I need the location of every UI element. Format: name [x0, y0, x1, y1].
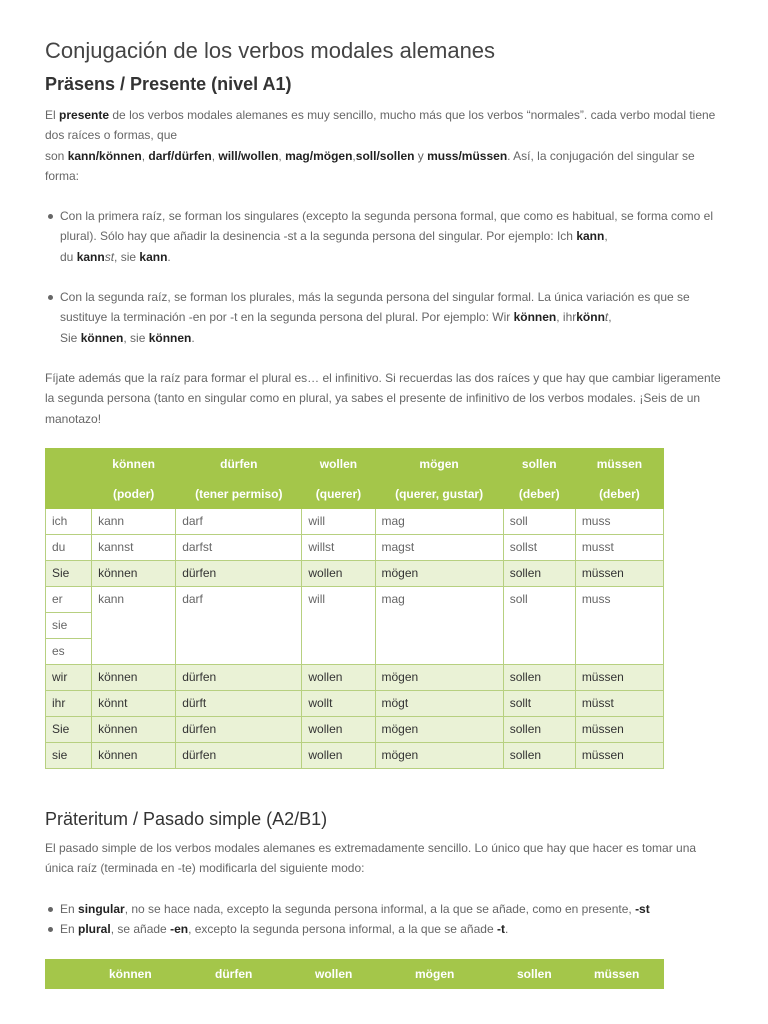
table-cell: wir: [46, 665, 92, 691]
table-cell: magst: [375, 535, 503, 561]
table-header-row-verbs: [46, 449, 664, 479]
table-row: [46, 561, 664, 587]
table-cell: wollen: [302, 743, 375, 769]
table-cell: kann: [92, 509, 176, 535]
table-cell: dürfen: [176, 743, 302, 769]
table-row: [46, 587, 664, 613]
list-item: Con la segunda raíz, se forman los plurales, más la segunda persona del singular formal. La única variación es que se sustituye la terminación -en por -t en la segunda persona del plural. Por ejemplo: Wir können, ihrkönnt, Sie können, sie können.: [45, 287, 723, 348]
list-item: En plural, se añade -en, excepto la segunda persona informal, a la que se añade -t.: [45, 919, 723, 939]
table-cell: mögen: [375, 717, 503, 743]
table-header-cell: dürfen: [215, 967, 253, 981]
table-header-cell: können: [92, 449, 176, 479]
table-cell: sollen: [503, 665, 575, 691]
table-cell: ich: [46, 509, 92, 535]
table-cell: er: [46, 587, 92, 613]
list-item: Con la primera raíz, se forman los singulares (excepto la segunda persona formal, que como es habitual, se forma como el plural). Sólo hay que añadir la desinencia -st a la segunda persona del singular. Por ejemplo: Ich kann, du kannst, sie kann.: [45, 206, 723, 267]
bullet-list-presente-2: [45, 287, 723, 348]
table-cell: dürfen: [176, 561, 302, 587]
table-header-cell: (deber): [575, 479, 663, 509]
list-item: En singular, no se hace nada, excepto la segunda persona informal, a la que se añade, como en presente, -st: [45, 899, 723, 919]
table-cell: soll: [503, 587, 575, 665]
table-cell: mögen: [375, 561, 503, 587]
table-cell: wollen: [302, 717, 375, 743]
table-cell: wollt: [302, 691, 375, 717]
preterito-intro-paragraph: El pasado simple de los verbos modales alemanes es extremadamente sencillo. Lo único que hay que hacer es tomar una única raíz (terminada en -te) modificarla del siguiente modo:: [45, 841, 697, 876]
table-cell: ihr: [46, 691, 92, 717]
table-cell: Sie: [46, 717, 92, 743]
table-cell: können: [92, 561, 176, 587]
bullet-list-preterito: [45, 899, 723, 940]
table-cell: willst: [302, 535, 375, 561]
section-heading-presente: Präsens / Presente (nivel A1): [45, 74, 292, 94]
table-cell: können: [92, 717, 176, 743]
table-row: [46, 509, 664, 535]
table-cell: müssen: [575, 743, 663, 769]
table-cell: Sie: [46, 561, 92, 587]
table-cell: sollen: [503, 561, 575, 587]
table-header-cell: dürfen: [176, 449, 302, 479]
table-cell: es: [46, 639, 92, 665]
table-cell: mag: [375, 509, 503, 535]
table-header-cell: [46, 479, 92, 509]
table-cell: muss: [575, 509, 663, 535]
table-cell: will: [302, 509, 375, 535]
table-cell: sollen: [503, 717, 575, 743]
table-header-cell: (querer): [302, 479, 375, 509]
table-cell: sollen: [503, 743, 575, 769]
table-cell: müsst: [575, 691, 663, 717]
table-cell: mögen: [375, 665, 503, 691]
table-cell: sie: [46, 743, 92, 769]
outro-paragraph: Fíjate además que la raíz para formar el plural es… el infinitivo. Si recuerdas las dos raíces y que hay que cambiar ligeramente la segunda persona (tanto en singular como en plural, ya sabes el presente de infinitivo de los verbos modales. ¡Seis de un manotazo!: [45, 371, 721, 426]
bullet-list-presente: [45, 206, 723, 267]
table-cell: können: [92, 665, 176, 691]
present-conjugation-table: [45, 448, 664, 769]
table-header-cell: sollen: [517, 967, 552, 981]
table-cell: darfst: [176, 535, 302, 561]
table-cell: du: [46, 535, 92, 561]
table-cell: darf: [176, 509, 302, 535]
table-cell: will: [302, 587, 375, 665]
table-cell: kannst: [92, 535, 176, 561]
table-cell: dürft: [176, 691, 302, 717]
table-row: [46, 535, 664, 561]
table-cell: können: [92, 743, 176, 769]
table-cell: sie: [46, 613, 92, 639]
page-title: Conjugación de los verbos modales alemanes: [45, 38, 496, 63]
table-header-cell: müssen: [594, 967, 640, 981]
table-cell: muss: [575, 587, 663, 665]
table-header-cell: mögen: [375, 449, 503, 479]
table-cell: wollen: [302, 665, 375, 691]
table-header-cell: können: [109, 967, 152, 981]
table-row: [46, 665, 664, 691]
table-cell: müssen: [575, 561, 663, 587]
table-header-cell: (tener permiso): [176, 479, 302, 509]
table-cell: sollst: [503, 535, 575, 561]
table-row: [46, 691, 664, 717]
table-row: [46, 743, 664, 769]
table-row: [46, 717, 664, 743]
table-header-cell: (querer, gustar): [375, 479, 503, 509]
table-cell: könnt: [92, 691, 176, 717]
table-cell: mögen: [375, 743, 503, 769]
table-cell: soll: [503, 509, 575, 535]
preterito-table-header: [45, 959, 664, 989]
table-cell: sollt: [503, 691, 575, 717]
table-cell: dürfen: [176, 717, 302, 743]
intro-paragraph: El presente de los verbos modales alemanes es muy sencillo, mucho más que los verbos “normales”. cada verbo modal tiene dos raíces o formas, que son kann/können, darf/dürfen, will/wollen, mag/mögen,soll/sollen y muss/müssen. Así, la conjugación del singular se forma:: [45, 108, 716, 183]
table-header-cell: wollen: [315, 967, 353, 981]
table-cell: müssen: [575, 665, 663, 691]
table-header-cell: wollen: [302, 449, 375, 479]
table-header-cell: müssen: [575, 449, 663, 479]
table-header-cell: (poder): [92, 479, 176, 509]
table-header-cell: sollen: [503, 449, 575, 479]
table-header-cell: (deber): [503, 479, 575, 509]
table-header-row-meanings: [46, 479, 664, 509]
table-cell: wollen: [302, 561, 375, 587]
table-cell: mögt: [375, 691, 503, 717]
table-cell: darf: [176, 587, 302, 665]
table-cell: müssen: [575, 717, 663, 743]
table-cell: dürfen: [176, 665, 302, 691]
table-cell: musst: [575, 535, 663, 561]
section-heading-preterito: Präteritum / Pasado simple (A2/B1): [45, 809, 328, 829]
table-cell: mag: [375, 587, 503, 665]
table-header-cell: [46, 449, 92, 479]
table-header-cell: mögen: [415, 967, 455, 981]
table-cell: kann: [92, 587, 176, 665]
